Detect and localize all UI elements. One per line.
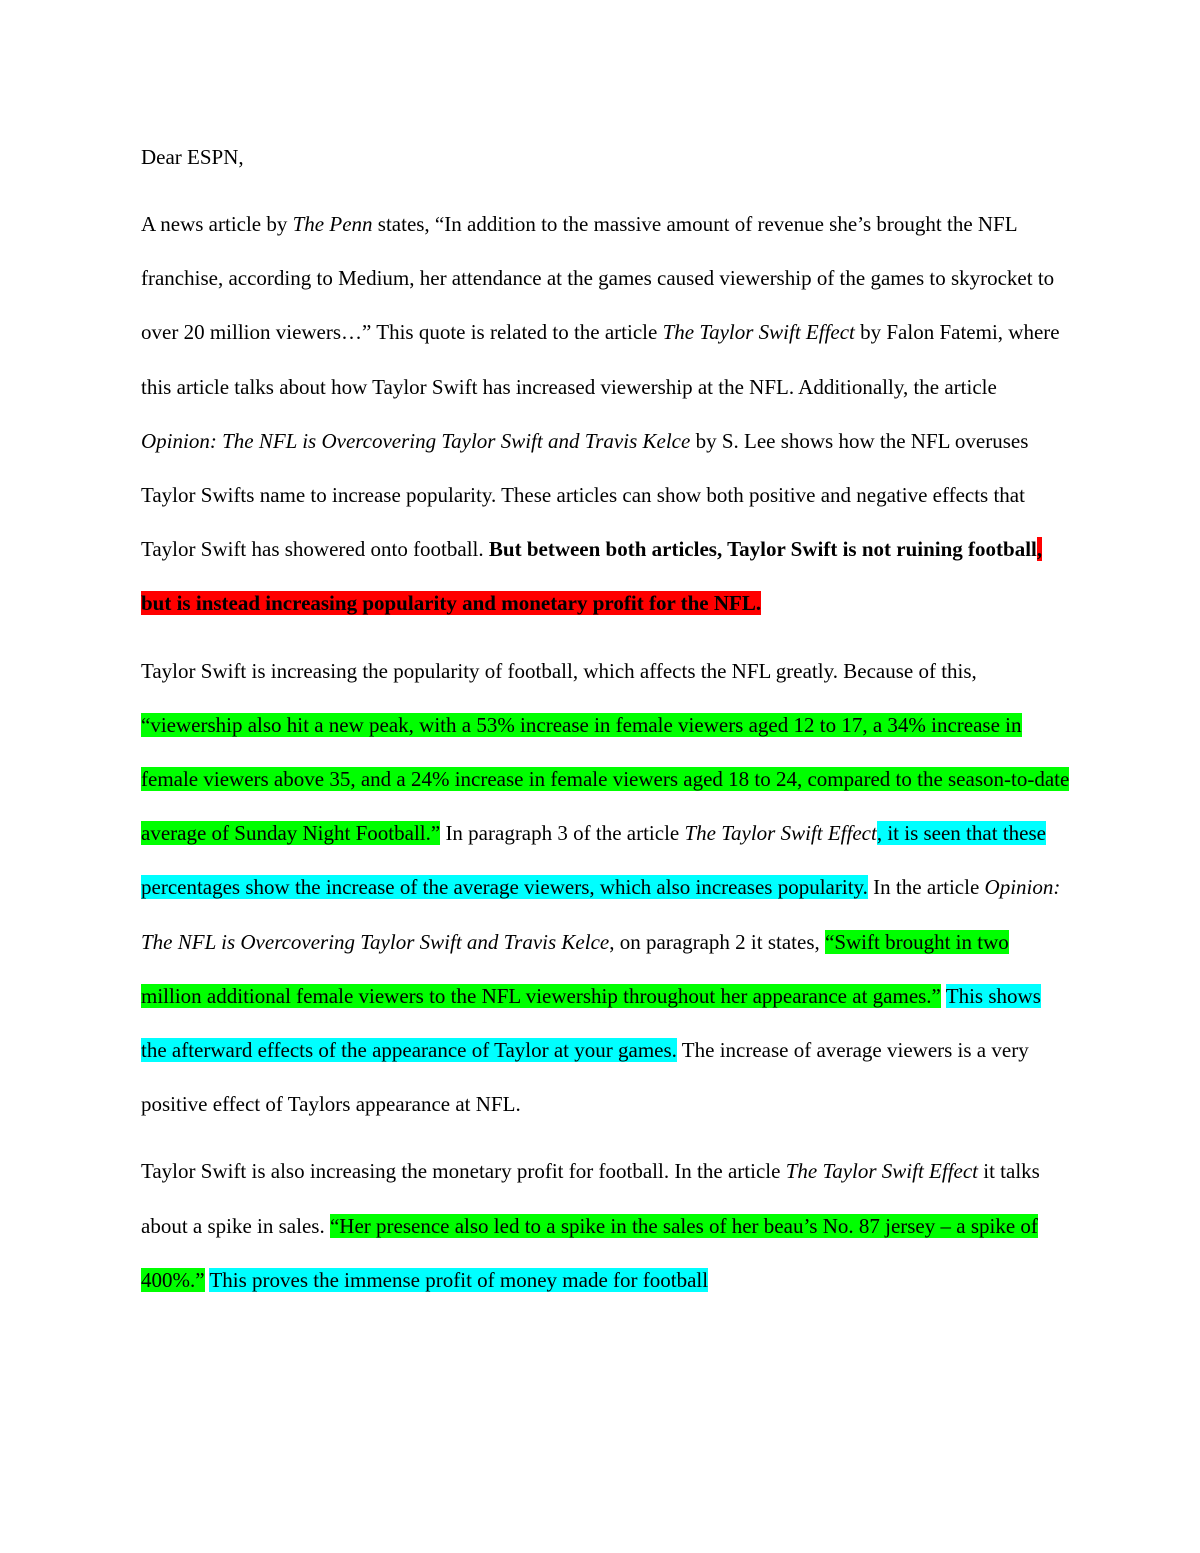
text-run: it talks about a spike in sales. <box>141 1159 1040 1238</box>
analysis-highlight: This proves the immense profit of money made for football <box>209 1267 709 1292</box>
article-title: The Taylor Swift Effect <box>684 821 877 846</box>
article-title: The Taylor Swift Effect <box>785 1159 978 1184</box>
text-run: by S. Lee shows how the NFL overuses Taylor Swifts name to increase popularity. These articles can show both positive and negative effects that Taylor Swift has showered onto football. <box>141 428 1029 562</box>
letter-body <box>141 130 1071 1320</box>
body-paragraph-popularity <box>141 644 1071 1132</box>
text-run: , on paragraph 2 it states, <box>609 929 826 954</box>
text-run: Taylor Swift is increasing the popularity of football, which affects the NFL greatly. Because of this, <box>141 658 977 683</box>
text-run: states, “In addition to the massive amount of revenue she’s brought the NFL franchise, according to Medium, her attendance at the games caused viewership of the games to skyrocket to over 20 million viewers…” This quote is related to the article <box>141 212 1055 345</box>
thesis-statement: But between both articles, Taylor Swift is not ruining football <box>488 537 1037 562</box>
text-run: A news article by <box>141 212 293 236</box>
thesis-highlight: , but is instead increasing popularity and monetary profit for the NFL. <box>141 537 1043 616</box>
quote-highlight: “viewership also hit a new peak, with a 53% increase in female viewers aged 12 to 17, a 34% increase in female viewers above 35, and a 24% increase in female viewers aged 18 to 24, compared to the season-to-date average of Sunday Night Football.” <box>141 712 1070 846</box>
text-run: Taylor Swift is also increasing the monetary profit for football. In the article <box>141 1159 786 1184</box>
text-run: In the article <box>867 875 985 900</box>
intro-paragraph <box>141 197 1071 631</box>
analysis-highlight: This shows the afterward effects of the appearance of Taylor at your games. <box>141 983 1041 1063</box>
article-title: Opinion: The NFL is Overcovering Taylor Swift and Travis Kelce <box>141 428 691 453</box>
article-title: Opinion: The NFL is Overcovering Taylor Swift and Travis Kelce <box>141 875 1061 954</box>
text-run: The increase of average viewers is a very positive effect of Taylors appearance at NFL. <box>141 1038 1029 1117</box>
article-title: The Penn <box>292 212 373 236</box>
text-run: In paragraph 3 of the article <box>440 821 685 846</box>
quote-highlight: “Her presence also led to a spike in the sales of her beau’s No. 87 jersey – a spike of 400%.” <box>141 1213 1038 1292</box>
analysis-highlight: , it is seen that these percentages show the increase of the average viewers, which also increases popularity. <box>141 821 1046 900</box>
greeting: Dear ESPN, <box>141 145 244 169</box>
article-title: The Taylor Swift Effect <box>662 320 855 345</box>
quote-highlight: “Swift brought in two million additional female viewers to the NFL viewership throughout her appearance at games.” <box>141 929 1009 1008</box>
body-paragraph-profit <box>141 1144 1071 1307</box>
text-run: by Falon Fatemi, where this article talks about how Taylor Swift has increased viewership at the NFL. Additionally, the article <box>141 320 1060 399</box>
